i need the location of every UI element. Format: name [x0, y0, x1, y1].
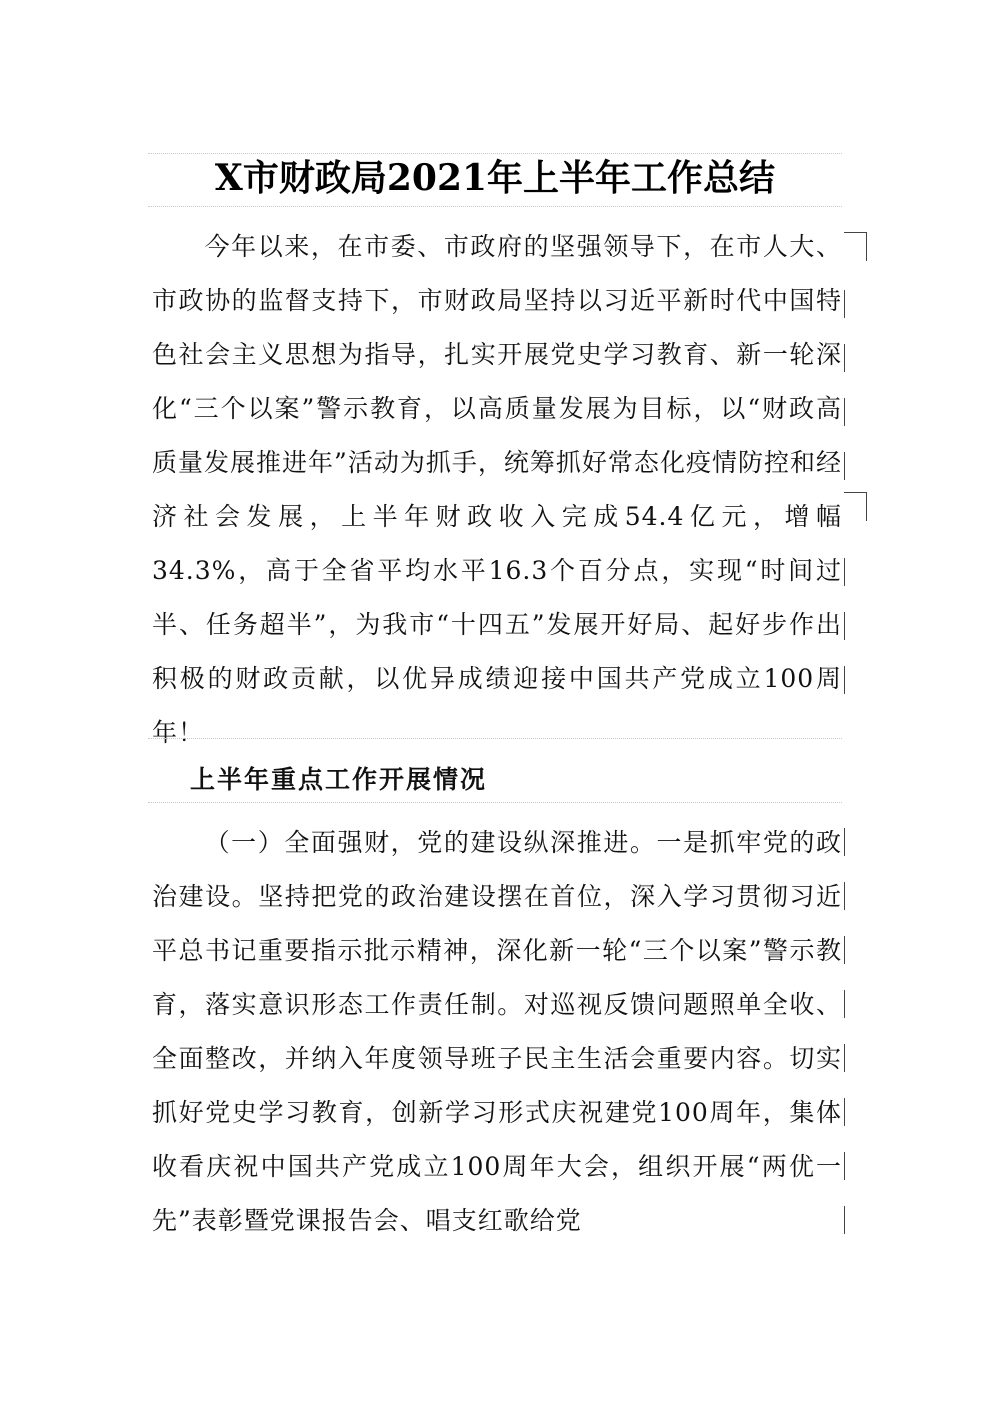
revision-bar — [844, 612, 845, 640]
revision-corner-marker — [844, 492, 867, 521]
section-paragraph-text: （一）全面强财，党的建设纵深推进。一是抓牢党的政治建设。坚持把党的政治建设摆在首位，深入学习贯彻习近平总书记重要指示批示精神，深化新一轮“三个以案”警示教育，落实意识形态工作责任制。对巡视反馈问题照单全收、全面整改，并纳入年度领导班子民主生活会重要内容。切实抓好党史学习教育，创新学习形式庆祝建党100周年，集体收看庆祝中国共产党成立100周年大会，组织开展“两优一先”表彰暨党课报告会、唱支红歌给党 — [152, 828, 842, 1235]
revision-bar — [844, 1152, 845, 1180]
revision-bar — [844, 1044, 845, 1072]
intro-bottom-rule — [148, 738, 842, 739]
revision-bar — [844, 666, 845, 694]
revision-bar — [844, 344, 845, 372]
revision-bar — [844, 452, 845, 480]
revision-bar — [844, 936, 845, 964]
heading-bottom-rule — [148, 802, 842, 803]
revision-bar — [844, 290, 845, 318]
section-paragraph — [152, 816, 842, 1248]
revision-bar — [844, 398, 845, 426]
revision-bar — [844, 558, 845, 586]
revision-corner-marker — [844, 232, 867, 261]
title-bottom-rule — [148, 206, 842, 207]
revision-bar — [844, 882, 845, 910]
intro-paragraph-text: 今年以来，在市委、市政府的坚强领导下，在市人大、市政协的监督支持下，市财政局坚持以习近平新时代中国特色社会主义思想为指导，扎实开展党史学习教育、新一轮深化“三个以案”警示教育，以高质量发展为目标，以“财政高质量发展推进年”活动为抓手，统筹抓好常态化疫情防控和经济社会发展，上半年财政收入完成54.4亿元，增幅34.3%，高于全省平均水平16.3个百分点，实现“时间过半、任务超半”，为我市“十四五”发展开好局、起好步作出积极的财政贡献，以优异成绩迎接中国共产党成立100周年！ — [152, 232, 842, 747]
revision-bar — [844, 1206, 845, 1234]
intro-paragraph — [152, 220, 842, 760]
revision-bar — [844, 1098, 845, 1126]
revision-bar — [844, 828, 845, 856]
section-heading: 上半年重点工作开展情况 — [190, 765, 488, 794]
revision-bar — [844, 990, 845, 1018]
document-title: X市财政局2021年上半年工作总结 — [214, 157, 776, 199]
